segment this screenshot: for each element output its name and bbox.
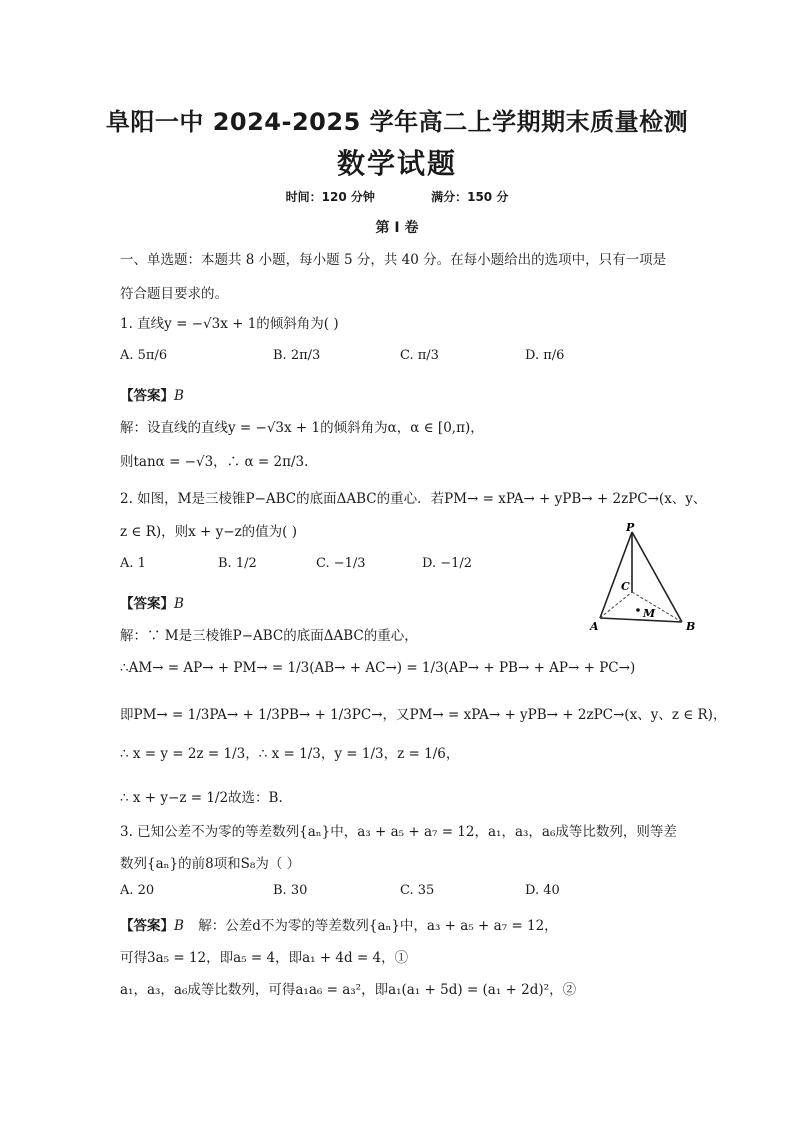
q2-option-b: B. 1/2 [218,556,257,571]
q3-option-d: D. 40 [525,883,560,898]
q2-stem-2: z ∈ R)，则x + y−z的值为( ) [120,524,298,540]
label-p: P [626,521,635,534]
tetrahedron-figure [588,520,700,638]
exam-time: 时间：120 分钟 [285,190,375,204]
q2-option-d: D. −1/2 [422,556,473,571]
exam-score: 满分：150 分 [431,190,509,204]
q1-option-a: A. 5π/6 [120,348,168,363]
q2-solution-3: 即PM→ = 1/3PA→ + 1/3PB→ + 1/3PC→，又PM→ = xPA→ + yPB→ + 2zPC→(x、y、z ∈ R)， [120,707,727,723]
q2-solution-5: ∴ x + y−z = 1/2故选：B. [120,790,283,806]
q3-stem-2: 数列{aₙ}的前8项和S₈为（ ） [120,856,301,872]
centroid-point [636,608,640,612]
q2-solution-4: ∴ x = y = 2z = 1/3，∴ x = 1/3，y = 1/3，z = 1/6， [120,746,460,762]
q3-solution-1: 解：公差d不为零的等差数列{aₙ}中，a₃ + a₅ + a₇ = 12， [198,918,558,934]
q1-answer-line [120,384,184,404]
q1-answer: B [174,388,184,404]
q1-solution-1: 解：设直线的直线y = −√3x + 1的倾斜角为α，α ∈ [0,π)， [120,420,484,436]
q2-answer: B [174,596,184,612]
q3-option-a: A. 20 [120,883,155,898]
label-c: C [621,580,630,593]
q3-option-b: B. 30 [273,883,308,898]
q3-stem-1: 3. 已知公差不为零的等差数列{aₙ}中，a₃ + a₅ + a₇ = 12，a₁，a₃，a₆成等比数列，则等差 [120,824,677,840]
label-m: M [643,607,656,620]
q2-stem-1: 2. 如图，M是三棱锥P−ABC的底面ΔABC的重心．若PM→ = xPA→ + yPB→ + 2zPC→(x、y、 [120,491,707,507]
q2-option-a: A. 1 [120,556,146,571]
q2-solution-2: ∴AM→ = AP→ + PM→ = 1/3(AB→ + AC→) = 1/3(AP→ + PB→ + AP→ + PC→) [120,660,636,676]
q2-answer-line [120,592,184,612]
q3-answer: B [174,918,184,934]
q1-option-b: B. 2π/3 [273,348,321,363]
q2-answer-label: 【答案】 [120,596,174,612]
q3-solution-2: 可得3a₅ = 12，即a₅ = 4，即a₁ + 4d = 4，① [120,950,409,966]
instructions-line-1: 一、单选题：本题共 8 小题，每小题 5 分，共 40 分。在每小题给出的选项中，只有一项是 [120,252,667,268]
q3-option-c: C. 35 [400,883,435,898]
q2-solution-1: 解：∵ M是三棱锥P−ABC的底面ΔABC的重心， [120,628,418,644]
edge-pb [632,532,682,622]
q1-solution-2: 则tanα = −√3，∴ α = 2π/3. [120,454,309,470]
exam-meta [0,188,794,205]
q1-stem: 1. 直线y = −√3x + 1的倾斜角为( ) [120,316,339,332]
q1-answer-label: 【答案】 [120,388,174,404]
label-a: A [590,620,599,633]
q1-option-c: C. π/3 [400,348,439,363]
label-b: B [686,620,696,633]
q1-option-d: D. π/6 [525,348,565,363]
q3-answer-line [120,914,558,934]
edge-ab [600,618,682,622]
q2-option-c: C. −1/3 [316,556,366,571]
exam-subtitle: 数学试题 [336,147,457,180]
q3-answer-label: 【答案】 [120,918,174,934]
section-heading: 第 I 卷 [375,220,419,236]
exam-title: 阜阳一中 2024-2025 学年高二上学期期末质量检测 [105,108,689,136]
instructions-line-2: 符合题目要求的。 [120,286,228,302]
q3-solution-3: a₁，a₃，a₆成等比数列，可得a₁a₆ = a₃²，即a₁(a₁ + 5d) = (a₁ + 2d)²，② [120,982,577,998]
